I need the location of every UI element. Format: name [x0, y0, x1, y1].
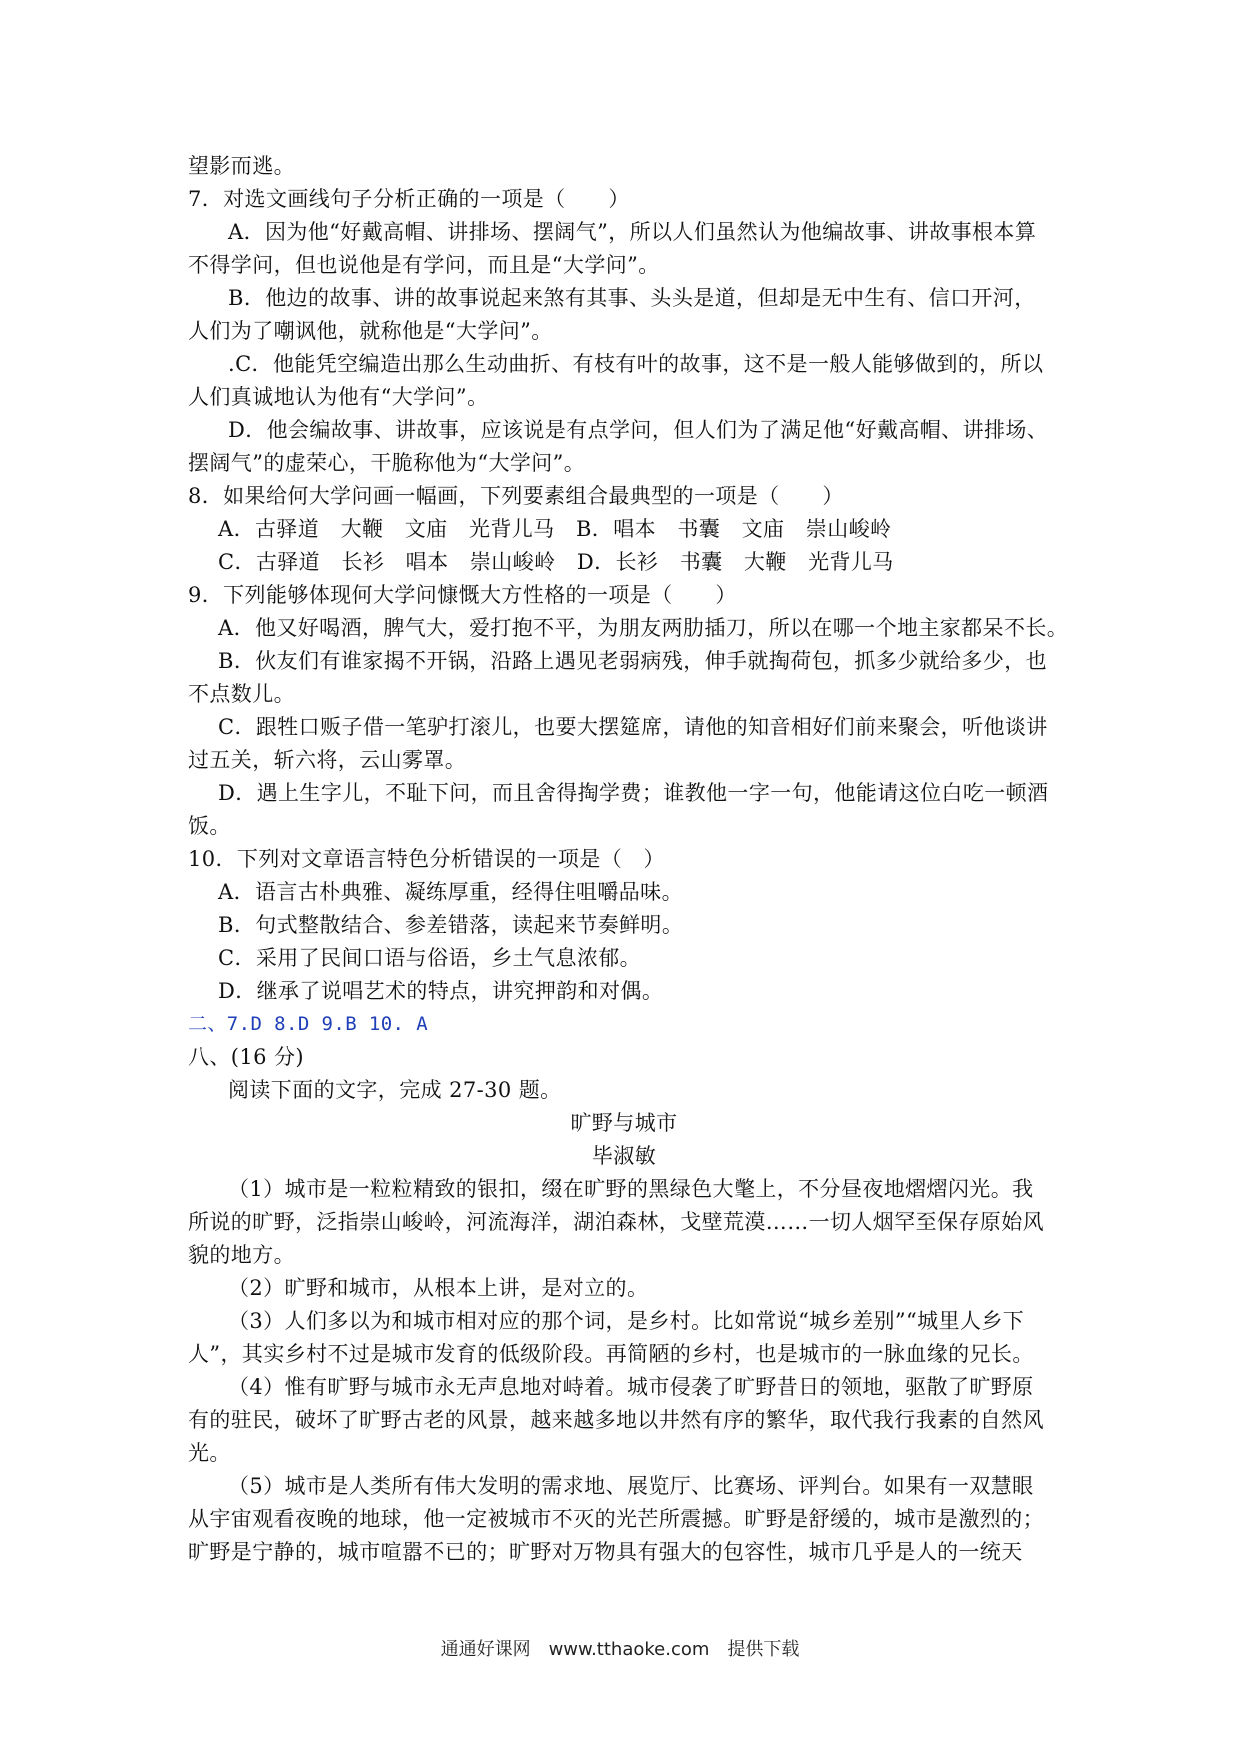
page-footer: 通通好课网 www.tthaoke.com 提供下载: [440, 1639, 800, 1660]
text-line: 有的驻民，破坏了旷野古老的风景，越来越多地以井然有序的繁华，取代我行我素的自然风: [188, 1408, 1044, 1432]
text-line: 光。: [188, 1441, 231, 1465]
question-10: 10．下列对文章语言特色分析错误的一项是（ ）: [188, 847, 665, 871]
article-title: 旷野与城市: [570, 1111, 678, 1135]
option-9a: A．他又好喝酒，脾气大，爱打抱不平，为朋友两肋插刀，所以在哪一个地主家都呆不长。: [218, 616, 1069, 640]
option-9b: B．伙友们有谁家揭不开锅，沿路上遇见老弱病残，伸手就掏荷包，抓多少就给多少，也: [218, 649, 1048, 673]
option-7a: A．因为他“好戴高帽、讲排场、摆阔气”，所以人们虽然认为他编故事、讲故事根本算: [228, 220, 1037, 244]
text-line: 望影而逃。: [188, 154, 295, 178]
text-line: 过五关，斩六将，云山雾罩。: [188, 748, 467, 772]
option-10c: C．采用了民间口语与俗语，乡土气息浓郁。: [218, 946, 642, 970]
document-body: [188, 150, 1069, 1569]
paragraph-5: （5）城市是人类所有伟大发明的需求地、展览厅、比赛场、评判台。如果有一双慧眼: [228, 1474, 1034, 1498]
section-heading: 八、(16 分): [188, 1045, 304, 1069]
options-8cd: C．古驿道 长衫 唱本 崇山峻岭 D．长衫 书囊 大鞭 光背儿马: [218, 550, 894, 574]
option-7c: .C．他能凭空编造出那么生动曲折、有枝有叶的故事，这不是一般人能够做到的，所以: [228, 352, 1044, 376]
text-line: 从宇宙观看夜晚的地球，他一定被城市不灭的光芒所震撼。旷野是舒缓的，城市是激烈的；: [188, 1507, 1044, 1531]
text-line: 摆阔气”的虚荣心，干脆称他为“大学问”。: [188, 451, 586, 475]
text-line: 饭。: [188, 814, 231, 838]
text-line: 旷野是宁静的，城市喧嚣不已的；旷野对万物具有强大的包容性，城市几乎是人的一统天: [188, 1540, 1023, 1564]
text-line: 所说的旷野，泛指崇山峻岭，河流海洋，湖泊森林，戈壁荒漠……一切人烟罕至保存原始风: [188, 1210, 1044, 1234]
option-10d: D．继承了说唱艺术的特点，讲究押韵和对偶。: [218, 979, 664, 1003]
text-line: 貌的地方。: [188, 1243, 295, 1267]
option-7b: B．他边的故事、讲的故事说起来煞有其事、头头是道，但却是无中生有、信口开河，: [228, 286, 1036, 310]
paragraph-4: （4）惟有旷野与城市永无声息地对峙着。城市侵袭了旷野昔日的领地，驱散了旷野原: [228, 1375, 1034, 1399]
text-line: 人们为了嘲讽他，就称他是“大学问”。: [188, 319, 553, 343]
paragraph-2: （2）旷野和城市，从根本上讲，是对立的。: [228, 1276, 649, 1300]
paragraph-1: （1）城市是一粒粒精致的银扣，缀在旷野的黑绿色大氅上，不分昼夜地熠熠闪光。我: [228, 1177, 1034, 1201]
text-line: 人”，其实乡村不过是城市发育的低级阶段。再简陋的乡村，也是城市的一脉血缘的兄长。: [188, 1342, 1034, 1366]
options-8ab: A．古驿道 大鞭 文庙 光背儿马 B．唱本 书囊 文庙 崇山峻岭: [218, 517, 892, 541]
text-line: 不点数儿。: [188, 682, 295, 706]
question-8: 8．如果给何大学问画一幅画，下列要素组合最典型的一项是（ ）: [188, 484, 844, 508]
text-line: 人们真诚地认为他有“大学问”。: [188, 385, 489, 409]
reading-instruction: 阅读下面的文字，完成 27-30 题。: [228, 1078, 562, 1102]
option-9c: C．跟牲口贩子借一笔驴打滚儿，也要大摆筵席，请他的知音相好们前来聚会，听他谈讲: [218, 715, 1048, 739]
option-10b: B．句式整散结合、参差错落，读起来节奏鲜明。: [218, 913, 684, 937]
question-7: 7．对选文画线句子分析正确的一项是（ ）: [188, 187, 630, 211]
text-line: 不得学问，但也说他是有学问，而且是“大学问”。: [188, 253, 660, 277]
article-author: 毕淑敏: [591, 1144, 657, 1168]
option-7d: D．他会编故事、讲故事，应该说是有点学问，但人们为了满足他“好戴高帽、讲排场、: [228, 418, 1049, 442]
question-9: 9．下列能够体现何大学问慷慨大方性格的一项是（ ）: [188, 583, 737, 607]
answer-key: 二、7.D 8.D 9.B 10. A: [188, 1013, 429, 1035]
option-9d: D．遇上生字儿，不耻下问，而且舍得掏学费；谁教他一字一句，他能请这位白吃一顿酒: [218, 781, 1049, 805]
option-10a: A．语言古朴典雅、凝练厚重，经得住咀嚼品味。: [218, 880, 683, 904]
paragraph-3: （3）人们多以为和城市相对应的那个词，是乡村。比如常说“城乡差别”“城里人乡下: [228, 1309, 1025, 1333]
